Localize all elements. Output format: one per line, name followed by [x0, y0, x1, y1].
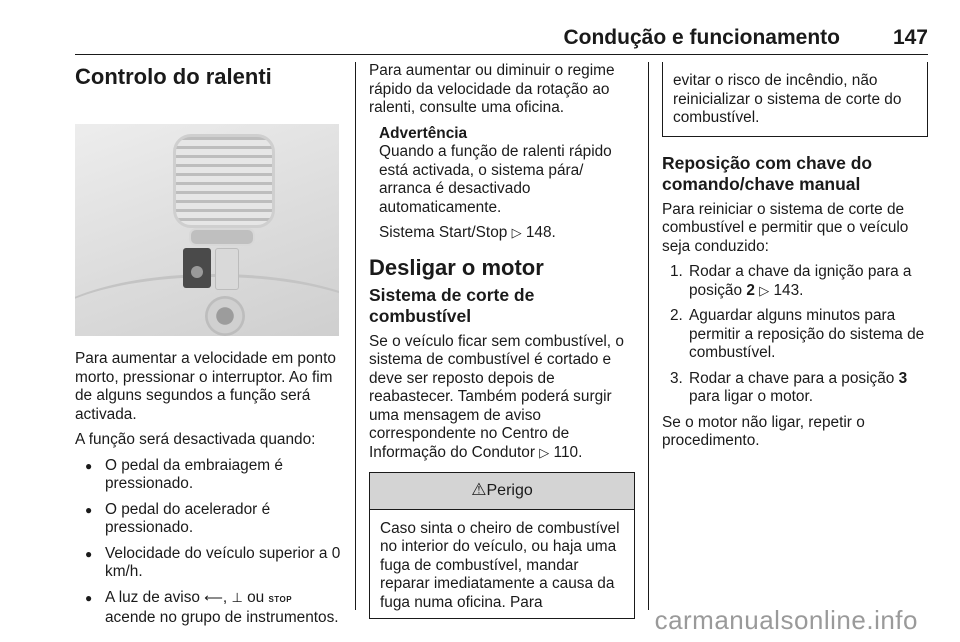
column-divider-2 — [648, 62, 649, 610]
list-item: 2. Aguardar alguns minutos para permitir a reposição do sistema de combustível. — [670, 307, 925, 361]
column-2 — [369, 62, 635, 619]
fuel-cut-warning-icon: ⟵ — [204, 589, 223, 605]
danger-title: Perigo — [486, 482, 533, 499]
page-ref-icon: ▷ — [759, 282, 770, 298]
section-title-engine-off: Desligar o motor — [369, 254, 544, 280]
page-header — [0, 22, 928, 56]
list-item: ● A luz de aviso ⟵, ⊥ ou STOP acende no grupo de instrumentos. — [75, 589, 345, 628]
vent-slot — [189, 228, 255, 246]
paragraph: Se o motor não ligar, repetir o procedimento. — [662, 413, 865, 449]
danger-header — [370, 473, 634, 510]
paragraph: A função será desactivada quando: — [75, 431, 316, 448]
page-ref-icon: ▷ — [539, 444, 550, 460]
watermark: carmanualsonline.info — [654, 605, 918, 635]
list-item: 3. Rodar a chave para a posição 3 para ligar o motor. — [670, 369, 908, 405]
advertencia-title: Advertência — [379, 124, 468, 142]
page-number: 147 — [892, 26, 928, 49]
paragraph: Se o veículo ficar sem combustível, o sistema de combustível é cortado e deve ser reposto depois de reabastecer. Também poderá surgir uma mensagem de aviso correspondente no Centro de Informação do Condutor ▷ 110. — [369, 332, 624, 461]
stop-icon: STOP — [268, 594, 293, 604]
list-item-text: A luz de aviso — [105, 588, 200, 606]
page-ref-icon: ▷ — [511, 225, 522, 240]
adjacent-switch — [215, 248, 239, 290]
list-item-text: ou — [247, 588, 265, 606]
switch-symbol-icon — [191, 266, 203, 278]
engine-temp-warning-icon: ⊥ — [231, 589, 243, 605]
paragraph: Para aumentar a velocidade em ponto morto, pressionar o interruptor. Ao fim de alguns segundos a função será activada. — [75, 350, 336, 423]
header-rule — [75, 54, 928, 55]
advertencia-block — [369, 125, 635, 243]
list-item: ● O pedal do acelerador é pressionado. — [75, 501, 345, 538]
subsection-title-fuel-cut: Sistema de corte de combustível — [369, 284, 535, 326]
idle-speed-switch — [183, 248, 211, 288]
warning-triangle-icon: ⚠ — [471, 480, 487, 499]
section-title-idle-control: Controlo do ralenti — [75, 64, 272, 89]
subsection-title-reset: Reposição com chave do comando/chave manual — [662, 152, 873, 194]
danger-box-continued: evitar o risco de incêndio, não reinicializar o sistema de corte do combustível. — [662, 62, 928, 137]
dashboard-switch-illustration — [75, 124, 339, 336]
chapter-title: Condução e funcionamento — [563, 26, 840, 49]
list-item: ● O pedal da embraiagem é pressionado. — [75, 457, 345, 494]
advertencia-text: Quando a função de ralenti rápido está activada, o sistema pára/ arranca é desactivado automaticamente. — [379, 143, 612, 216]
danger-box — [369, 472, 635, 619]
deactivation-list — [75, 457, 345, 628]
paragraph: Para aumentar ou diminuir o regime rápido da velocidade da rotação ao ralenti, consulte uma oficina. — [369, 62, 615, 116]
air-vent — [173, 134, 275, 228]
reset-steps — [662, 263, 928, 407]
power-socket — [205, 296, 245, 336]
cross-reference: Sistema Start/Stop ▷ 148. — [379, 224, 556, 241]
column-divider-1 — [355, 62, 356, 610]
danger-text: Caso sinta o cheiro de combustível no interior do veículo, ou haja uma fuga de combustível, mandar reparar imediatamente a causa da fuga numa oficina. Para — [380, 519, 620, 611]
list-item: ● Velocidade do veículo superior a 0 km/h. — [75, 545, 345, 582]
column-3 — [662, 62, 928, 458]
column-1 — [75, 62, 345, 635]
list-item: 1. Rodar a chave da ignição para a posição 2 ▷ 143. — [670, 263, 912, 299]
list-item-text: acende no grupo de instrumentos. — [105, 609, 339, 626]
paragraph: Para reiniciar o sistema de corte de combustível e permitir que o veículo seja conduzido: — [662, 200, 909, 255]
